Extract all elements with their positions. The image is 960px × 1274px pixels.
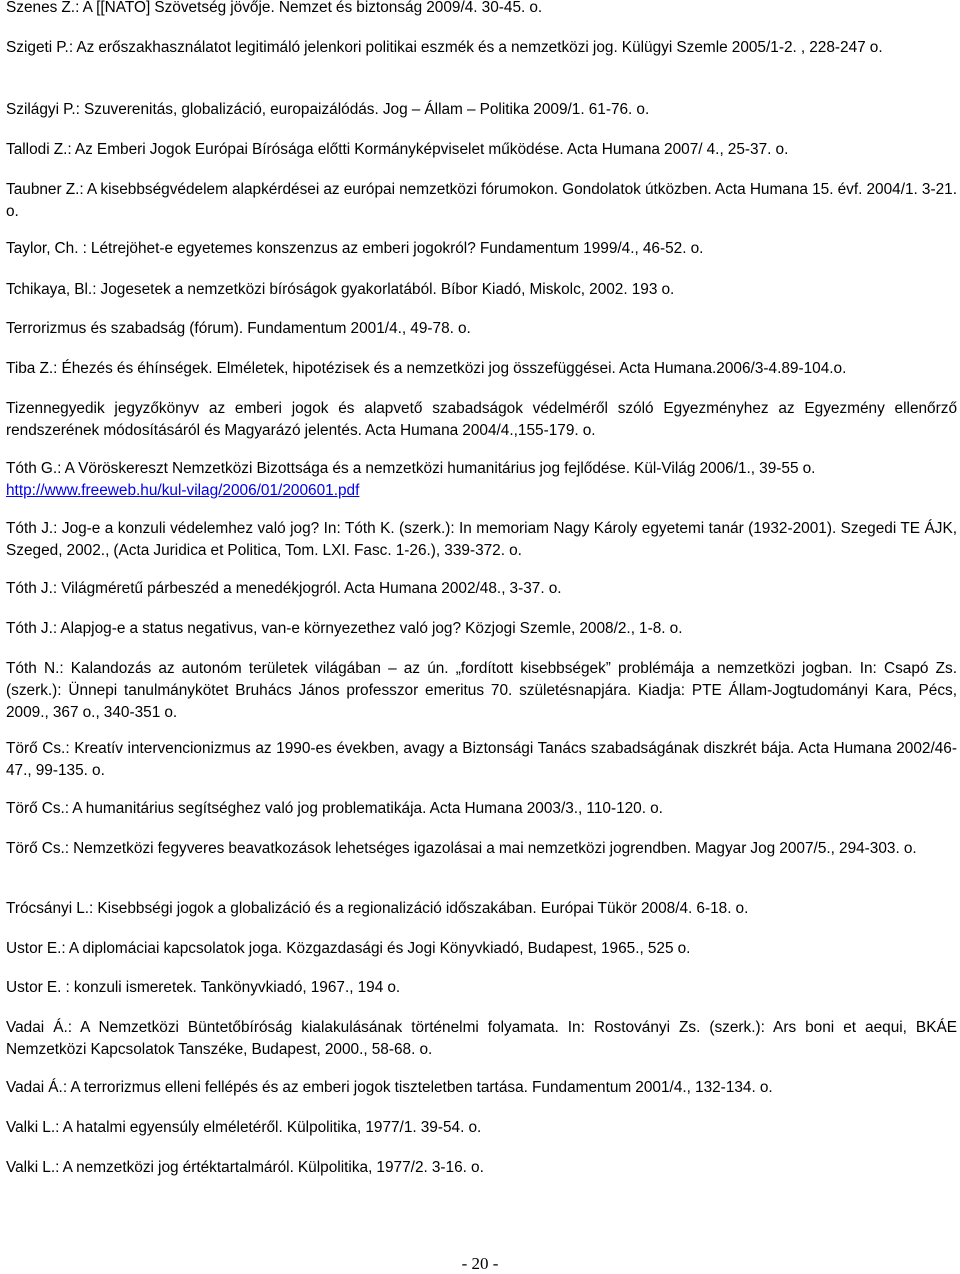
bibliography-entry: Trócsányi L.: Kisebbségi jogok a globalizáció és a regionalizáció időszakában. Európai Tükör 2008/4. 6-18. o. bbox=[6, 900, 749, 917]
bibliography-entry: Taubner Z.: A kisebbségvédelem alapkérdései az európai nemzetközi fórumokon. Gondolatok útközben. Acta Humana 15. évf. 2004/1. 3-21. o. bbox=[6, 181, 957, 220]
bibliography-entry: Taylor, Ch. : Létrejöhet-e egyetemes konszenzus az emberi jogokról? Fundamentum 1999/4., 46-52. o. bbox=[6, 240, 704, 257]
page-number: - 20 - bbox=[461, 1254, 499, 1273]
bibliography-entry: Tchikaya, Bl.: Jogesetek a nemzetközi bíróságok gyakorlatából. Bíbor Kiadó, Miskolc, 2002. 193 o. bbox=[6, 281, 675, 298]
bibliography-entry: Tóth J.: Világméretű párbeszéd a menedékjogról. Acta Humana 2002/48., 3-37. o. bbox=[6, 580, 562, 597]
bibliography-entry: Törő Cs.: A humanitárius segítséghez való jog problematikája. Acta Humana 2003/3., 110-120. o. bbox=[6, 800, 663, 817]
bibliography-entry: Törő Cs.: Kreatív intervencionizmus az 1990-es években, avagy a Biztonsági Tanács szabadságának diszkrét bája. Acta Humana 2002/46-47., 99-135. o. bbox=[6, 740, 957, 779]
bibliography-entry: Valki L.: A nemzetközi jog értéktartalmáról. Külpolitika, 1977/2. 3-16. o. bbox=[6, 1159, 484, 1176]
bibliography-entry: Vadai Á.: A terrorizmus elleni fellépés és az emberi jogok tiszteletben tartása. Fundamentum 2001/4., 132-134. o. bbox=[6, 1079, 773, 1096]
bibliography-entry: Ustor E. : konzuli ismeretek. Tankönyvkiadó, 1967., 194 o. bbox=[6, 979, 401, 996]
bibliography-entry: Terrorizmus és szabadság (fórum). Fundamentum 2001/4., 49-78. o. bbox=[6, 320, 471, 337]
bibliography-entry: Ustor E.: A diplomáciai kapcsolatok joga. Közgazdasági és Jogi Könyvkiadó, Budapest, 1965., 525 o. bbox=[6, 940, 691, 957]
bibliography-entry: Vadai Á.: A Nemzetközi Büntetőbíróság kialakulásának történelmi folyamata. In: Rostoványi Zs. (szerk.): Ars boni et aequi, BKÁE Nemzetközi Kapcsolatok Tanszéke, Budapest, 2000., 58-68. o. bbox=[6, 1019, 957, 1058]
bibliography-page bbox=[6, 0, 957, 1273]
bibliography-entry-with-link bbox=[6, 458, 957, 502]
bibliography-entry: Szilágyi P.: Szuverenitás, globalizáció, europaizálódás. Jog – Állam – Politika 2009/1. 61-76. o. bbox=[6, 101, 650, 118]
bibliography-entry: Tóth G.: A Vöröskereszt Nemzetközi Bizottsága és a nemzetközi humanitárius jog fejlődése. Kül-Világ 2006/1., 39-55 o. bbox=[6, 460, 816, 477]
bibliography-entry: Tallodi Z.: Az Emberi Jogok Európai Bírósága előtti Kormányképviselet működése. Acta Humana 2007/ 4., 25-37. o. bbox=[6, 141, 789, 158]
bibliography-entry: Tiba Z.: Éhezés és éhínségek. Elméletek, hipotézisek és a nemzetközi jog összefüggései. Acta Humana.2006/3-4.89-104.o. bbox=[6, 360, 847, 377]
bibliography-entry: Tóth J.: Jog-e a konzuli védelemhez való jog? In: Tóth K. (szerk.): In memoriam Nagy Károly egyetemi tanár (1932-2001). Szegedi TE ÁJK, Szeged, 2002., (Acta Juridica et Politica, Tom. LXI. Fasc. 1-26.), 339-372. o. bbox=[6, 520, 957, 559]
bibliography-entry: Valki L.: A hatalmi egyensúly elméletéről. Külpolitika, 1977/1. 39-54. o. bbox=[6, 1119, 482, 1136]
bibliography-entry: Szenes Z.: A [[NATO] Szövetség jövője. Nemzet és biztonság 2009/4. 30-45. o. bbox=[6, 0, 543, 16]
bibliography-entry: Szigeti P.: Az erőszakhasználatot legitimáló jelenkori politikai eszmék és a nemzetközi jog. Külügyi Szemle 2005/1-2. , 228-247 o. bbox=[6, 39, 883, 56]
source-link[interactable]: http://www.freeweb.hu/kul-vilag/2006/01/200601.pdf bbox=[6, 482, 360, 499]
bibliography-entry: Törő Cs.: Nemzetközi fegyveres beavatkozások lehetséges igazolásai a mai nemzetközi jogrendben. Magyar Jog 2007/5., 294-303. o. bbox=[6, 840, 917, 857]
bibliography-entry: Tóth J.: Alapjog-e a status negativus, van-e környezethez való jog? Közjogi Szemle, 2008/2., 1-8. o. bbox=[6, 620, 683, 637]
bibliography-entry: Tizennegyedik jegyzőkönyv az emberi jogok és alapvető szabadságok védelméről szóló Egyezményhez az Egyezmény ellenőrző rendszerének módosításáról és Magyarázó jelentés. Acta Humana 2004/4.,155-179. o. bbox=[6, 400, 957, 439]
bibliography-entry: Tóth N.: Kalandozás az autonóm területek világában – az ún. „fordított kisebbségek” problémája a nemzetközi jogban. In: Csapó Zs. (szerk.): Ünnepi tanulmánykötet Bruhács János professzor emeritus 70. születésnapjára. Kiadja: PTE Állam-Jogtudományi Kara, Pécs, 2009., 367 o., 340-351 o. bbox=[6, 660, 957, 721]
